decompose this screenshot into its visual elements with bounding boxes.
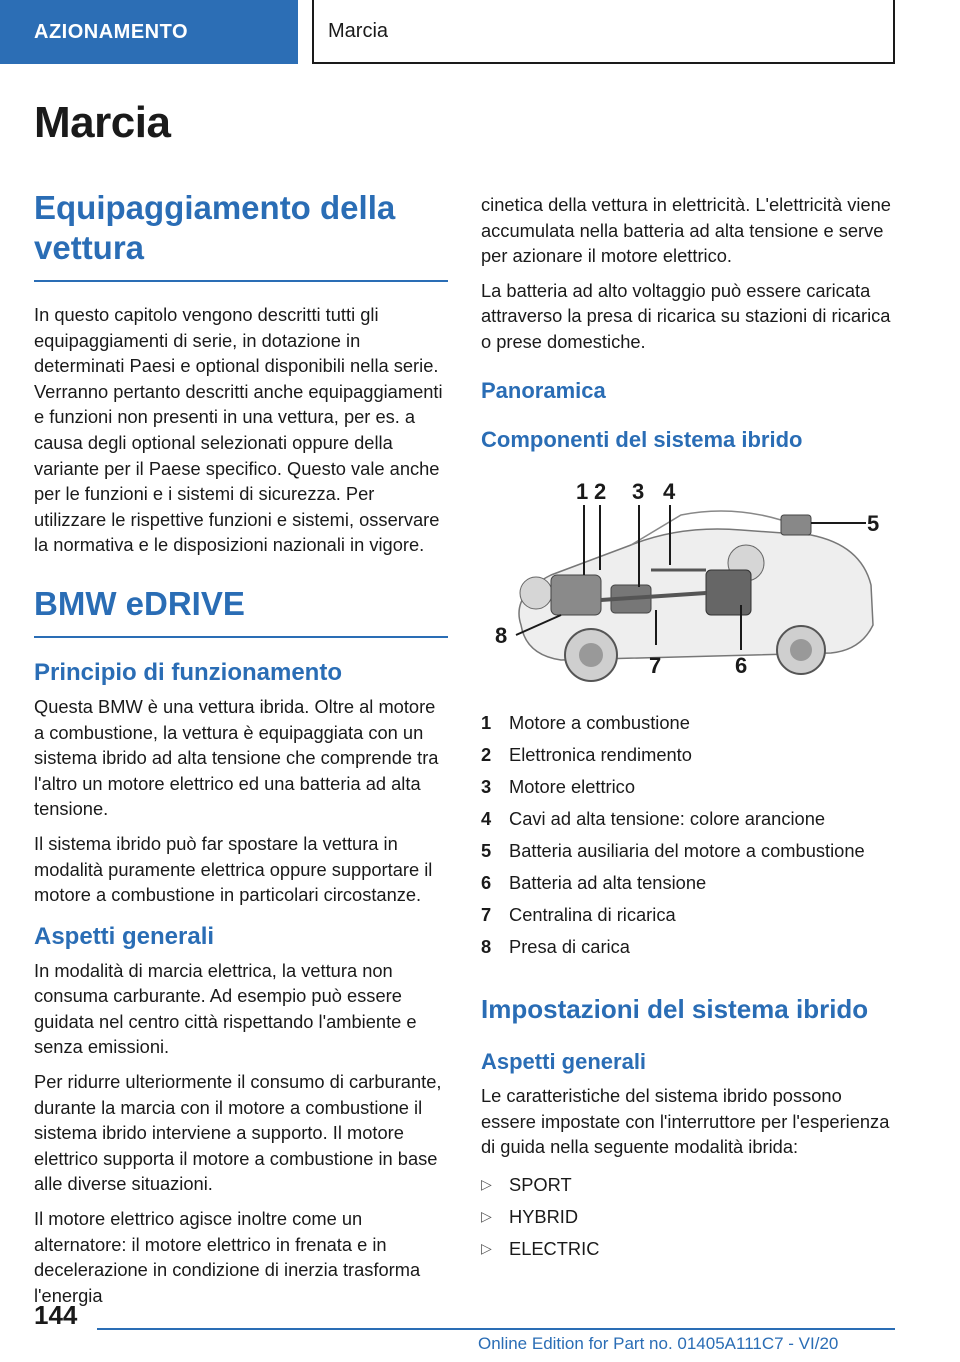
mode-label: SPORT <box>509 1174 572 1196</box>
paragraph-continued-2: La batteria ad alto voltaggio può essere caricata attraverso la presa di ricarica su stazioni di ricarica o prese domestiche. <box>481 279 891 352</box>
left-column <box>34 188 448 1317</box>
heading-componenti: Componenti del sistema ibrido <box>481 426 803 452</box>
mode-label: ELECTRIC <box>509 1238 600 1260</box>
callout-8: 8 <box>495 622 508 648</box>
paragraph-principio-2: Il sistema ibrido può far spostare la vettura in modalità puramente elettrica oppure supportare il motore a combustione in particolari circostanze. <box>34 832 433 906</box>
chapter-header <box>312 0 895 64</box>
heading-aspetti-generali: Aspetti generali <box>34 922 215 950</box>
callout-3: 3 <box>632 478 645 504</box>
heading-aspetti-generali-2: Aspetti generali <box>481 1049 647 1075</box>
heading-panoramica: Panoramica <box>481 377 606 403</box>
callout-4: 4 <box>663 478 676 504</box>
legend-number: 6 <box>481 872 492 894</box>
legend-text: Motore a combustione <box>509 712 690 734</box>
page-title: Marcia <box>34 98 171 147</box>
paragraph-equipaggiamento: In questo capitolo vengono descritti tutti gli equipaggiamenti di serie, in dotazione in determinati Paesi e optional disponibili nella serie. Verranno pertanto descritti anche equipaggiamenti e funzioni non presenti in una vettura, per es. a causa degli optional selezionati oppure della variante per il Paese specifico. Questo vale anche per le funzioni e i sistemi di sicurezza. Per utilizzare le rispettive funzioni e sistemi, osservare la normativa e le disposizioni nazionali in vigore. <box>34 304 443 556</box>
legend-number: 1 <box>481 712 492 734</box>
paragraph-continued-1: cinetica della vettura in elettricità. L'elettricità viene accumulata nella batteria ad alta tensione e serve per azionare il motore elettrico. <box>481 194 891 267</box>
paragraph-aspetti-3: Il motore elettrico agisce inoltre come un alternatore: il motore elettrico in frenata e in decelerazione in condizione di inerzia trasforma l'energia <box>34 1208 421 1306</box>
legend-number: 5 <box>481 840 492 862</box>
footer-rule <box>97 1328 895 1330</box>
list-item <box>481 1201 895 1233</box>
page-number: 144 <box>34 1300 78 1330</box>
heading-rule <box>34 280 448 282</box>
legend-item <box>481 707 895 739</box>
legend-item <box>481 739 895 771</box>
callout-2: 2 <box>594 478 607 504</box>
hybrid-modes-list <box>481 1169 895 1265</box>
component-legend <box>481 707 895 963</box>
paragraph-aspetti-1: In modalità di marcia elettrica, la vettura non consuma carburante. Ad esempio può essere guidata nel centro città rispettando l'ambiente e senza emissioni. <box>34 959 417 1058</box>
chapter-title: Marcia <box>328 19 389 42</box>
legend-number: 7 <box>481 904 492 926</box>
callout-6: 6 <box>735 652 748 678</box>
legend-number: 4 <box>481 808 492 830</box>
section-tab: AZIONAMENTO <box>0 0 298 64</box>
paragraph-aspetti-2: Per ridurre ulteriormente il consumo di carburante, durante la marcia con il motore a combustione il sistema ibrido interviene a supporto. Il motore elettrico supporta il motore a combustione in base alle diverse situazioni. <box>34 1071 442 1195</box>
right-column <box>481 192 895 1265</box>
legend-text: Motore elettrico <box>509 776 635 798</box>
legend-text: Cavi ad alta tensione: colore arancione <box>509 808 826 830</box>
list-item <box>481 1169 895 1201</box>
list-item <box>481 1233 895 1265</box>
legend-text: Centralina di ricarica <box>509 904 676 926</box>
legend-item <box>481 771 895 803</box>
paragraph-impostazioni: Le caratteristiche del sistema ibrido possono essere impostate con l'interruttore per l'esperienza di guida nella seguente modalità ibrida: <box>481 1085 890 1158</box>
legend-text: Presa di carica <box>509 936 630 958</box>
legend-number: 2 <box>481 744 492 766</box>
triangle-bullet-icon: ▷ <box>481 1208 492 1225</box>
heading-principio: Principio di funzionamento <box>34 658 342 686</box>
legend-text: Batteria ad alta tensione <box>509 872 707 894</box>
legend-number: 8 <box>481 936 492 958</box>
triangle-bullet-icon: ▷ <box>481 1176 492 1193</box>
legend-item <box>481 931 895 963</box>
callout-1: 1 <box>576 478 589 504</box>
heading-bmw-edrive: BMW eDRIVE <box>34 584 245 622</box>
heading-equipaggiamento: Equipaggiamento della vettura <box>34 189 396 266</box>
legend-item <box>481 803 895 835</box>
legend-item <box>481 867 895 899</box>
legend-item <box>481 899 895 931</box>
hybrid-car-diagram <box>481 475 895 693</box>
paragraph-principio-1: Questa BMW è una vettura ibrida. Oltre al motore a combustione, la vettura è equipaggiata con un sistema ibrido ad alta tensione che comprende tra l'altro un motore elettrico ed una batteria ad alta tensione. <box>34 695 439 820</box>
legend-number: 3 <box>481 776 492 798</box>
callout-7: 7 <box>649 652 662 678</box>
callout-5: 5 <box>867 510 880 536</box>
heading-rule <box>34 636 448 638</box>
legend-text: Elettronica rendimento <box>509 744 692 766</box>
triangle-bullet-icon: ▷ <box>481 1240 492 1257</box>
heading-impostazioni: Impostazioni del sistema ibrido <box>481 994 869 1025</box>
legend-item <box>481 835 895 867</box>
edition-text: Online Edition for Part no. 01405A111C7 - VI/20 <box>478 1334 839 1353</box>
mode-label: HYBRID <box>509 1206 579 1228</box>
legend-text: Batteria ausiliaria del motore a combustione <box>509 840 865 862</box>
